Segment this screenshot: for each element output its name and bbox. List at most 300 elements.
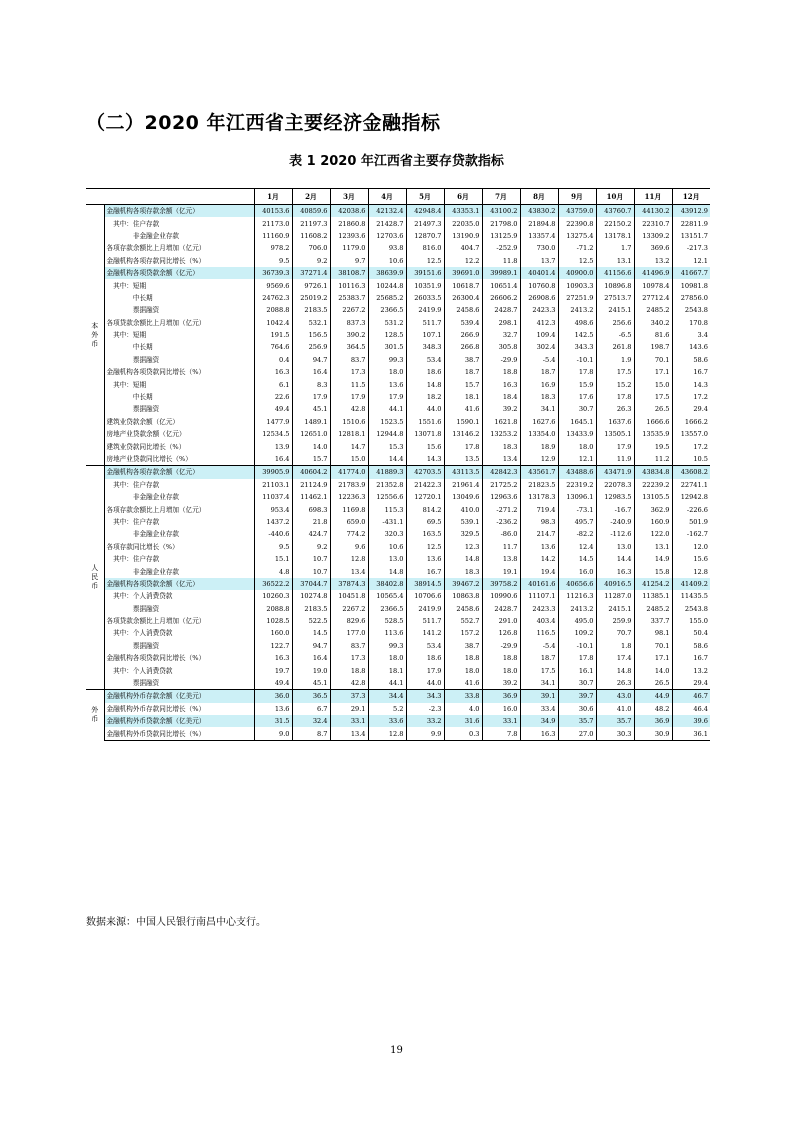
value-cell: 0.3 [444,727,482,740]
value-cell: 2267.2 [330,304,368,316]
value-cell: 337.7 [634,615,672,627]
value-cell: 22319.2 [558,479,596,491]
row-label: 金融机构外币存款余额（亿美元） [104,690,254,703]
value-cell: 11462.1 [292,491,330,503]
value-cell: 39.7 [558,690,596,703]
value-cell: 11385.1 [634,590,672,602]
value-cell: -240.9 [596,516,634,528]
value-cell: 163.5 [406,528,444,540]
value-cell: 13535.9 [634,428,672,440]
value-cell: 94.7 [292,354,330,366]
value-cell: 412.3 [520,317,558,329]
value-cell: 16.3 [482,378,520,390]
table-row [86,590,710,602]
value-cell: 17.5 [634,391,672,403]
value-cell: 978.2 [254,242,292,254]
value-cell: 1666.2 [672,416,710,428]
value-cell: 15.7 [292,453,330,466]
value-cell: 13309.2 [634,230,672,242]
value-cell: 26908.6 [520,292,558,304]
value-cell: 35.7 [596,715,634,727]
value-cell: 109.4 [520,329,558,341]
value-cell: 40604.2 [292,466,330,479]
row-label: 其中：住户存款 [104,553,254,565]
value-cell: 348.3 [406,341,444,353]
value-cell: 12651.0 [292,428,330,440]
value-cell: 329.5 [444,528,482,540]
value-cell: 16.3 [254,652,292,664]
value-cell: 6.7 [292,703,330,715]
value-cell: 12.4 [558,541,596,553]
table-row [86,267,710,279]
value-cell: 34.1 [520,403,558,415]
value-cell: 10451.8 [330,590,368,602]
row-label: 其中：个人消费贷款 [104,590,254,602]
table-row [86,615,710,627]
value-cell: 816.0 [406,242,444,254]
value-cell: 16.4 [292,366,330,378]
table-row [86,578,710,590]
value-cell: 43830.2 [520,205,558,218]
table-row [86,603,710,615]
value-cell: 17.6 [558,391,596,403]
value-cell: 70.7 [596,627,634,639]
value-cell: 122.0 [634,528,672,540]
value-cell: 53.4 [406,354,444,366]
value-cell: 1510.6 [330,416,368,428]
month-header-row [86,189,710,205]
value-cell: 21894.8 [520,217,558,229]
value-cell: 17.3 [330,366,368,378]
value-cell: 9.2 [292,255,330,267]
value-cell: 16.4 [292,652,330,664]
value-cell: 10760.8 [520,279,558,291]
value-cell: 18.1 [368,664,406,676]
value-cell: 18.1 [444,391,482,403]
data-source-note: 数据来源：中国人民银行南昌中心支行。 [86,917,266,928]
value-cell: 126.8 [482,627,520,639]
row-label: 票据融资 [104,677,254,690]
value-cell: 13.1 [596,255,634,267]
value-cell: 17.8 [558,366,596,378]
value-cell: 17.2 [672,391,710,403]
value-cell: 83.7 [330,354,368,366]
row-label: 各项存款余额比上月增加（亿元） [104,242,254,254]
value-cell: 36.5 [292,690,330,703]
value-cell: 18.3 [444,565,482,577]
value-cell: 13354.0 [520,428,558,440]
value-cell: 14.5 [292,627,330,639]
value-cell: 320.3 [368,528,406,540]
value-cell: 25383.7 [330,292,368,304]
value-cell: 16.4 [254,453,292,466]
table-row [86,565,710,577]
table-row [86,664,710,676]
table-row [86,205,710,218]
table-row [86,453,710,466]
value-cell: 764.6 [254,341,292,353]
value-cell: 12963.6 [482,491,520,503]
value-cell: 83.7 [330,640,368,652]
table-row [86,491,710,503]
value-cell: 12.1 [672,255,710,267]
value-cell: 18.9 [520,440,558,452]
month-header: 9月 [558,189,596,205]
value-cell: 14.8 [596,664,634,676]
row-label: 非金融企业存款 [104,230,254,242]
value-cell: 19.1 [482,565,520,577]
value-cell: 2366.5 [368,304,406,316]
value-cell: 16.7 [672,366,710,378]
table-row [86,341,710,353]
value-cell: 36.9 [634,715,672,727]
row-label: 其中：短期 [104,378,254,390]
value-cell: 1621.8 [482,416,520,428]
value-cell: 18.8 [482,366,520,378]
value-cell: 256.6 [596,317,634,329]
value-cell: 10.7 [292,553,330,565]
value-cell: 40859.6 [292,205,330,218]
value-cell: 1666.6 [634,416,672,428]
value-cell: 16.0 [558,565,596,577]
value-cell: 18.6 [406,652,444,664]
value-cell: 22811.9 [672,217,710,229]
table-row [86,354,710,366]
value-cell: 10863.8 [444,590,482,602]
value-cell: 18.7 [520,366,558,378]
value-cell: 266.8 [444,341,482,353]
value-cell: 40656.6 [558,578,596,590]
value-cell: 38.7 [444,354,482,366]
table-row [86,329,710,341]
value-cell: 13.9 [254,440,292,452]
value-cell: 160.9 [634,516,672,528]
value-cell: 21352.8 [368,479,406,491]
value-cell: 11.7 [482,541,520,553]
value-cell: 32.4 [292,715,330,727]
value-cell: 14.9 [634,553,672,565]
value-cell: 22310.7 [634,217,672,229]
currency-group-label: 本 外 币 [86,205,104,466]
value-cell: 44.1 [368,403,406,415]
value-cell: 698.3 [292,503,330,515]
value-cell: 12870.7 [406,230,444,242]
value-cell: 21961.4 [444,479,482,491]
table-row [86,677,710,690]
table-row [86,715,710,727]
value-cell: 22741.1 [672,479,710,491]
value-cell: -10.1 [558,640,596,652]
value-cell: 1.7 [596,242,634,254]
value-cell: 11107.1 [520,590,558,602]
row-label: 建筑业贷款同比增长（%） [104,440,254,452]
value-cell: 58.6 [672,640,710,652]
row-label: 票据融资 [104,603,254,615]
value-cell: -252.9 [482,242,520,254]
value-cell: 13275.4 [558,230,596,242]
value-cell: 27251.9 [558,292,596,304]
value-cell: 39989.1 [482,267,520,279]
row-label: 非金融企业存款 [104,491,254,503]
value-cell: -29.9 [482,640,520,652]
value-cell: 33.6 [368,715,406,727]
value-cell: 19.0 [292,664,330,676]
value-cell: 10274.8 [292,590,330,602]
value-cell: 13505.1 [596,428,634,440]
value-cell: 156.5 [292,329,330,341]
month-header: 3月 [330,189,368,205]
value-cell: 99.3 [368,354,406,366]
value-cell: 34.4 [368,690,406,703]
value-cell: 21860.8 [330,217,368,229]
value-cell: 2423.3 [520,603,558,615]
value-cell: 291.0 [482,615,520,627]
value-cell: 14.4 [596,553,634,565]
row-label: 金融机构各项贷款余额（亿元） [104,267,254,279]
row-label: 票据融资 [104,304,254,316]
value-cell: -217.3 [672,242,710,254]
row-label: 金融机构各项贷款余额（亿元） [104,578,254,590]
value-cell: 1489.1 [292,416,330,428]
value-cell: 30.3 [596,727,634,740]
value-cell: 157.2 [444,627,482,639]
value-cell: 2088.8 [254,304,292,316]
value-cell: -5.4 [520,354,558,366]
value-cell: 9.2 [292,541,330,553]
table-row [86,553,710,565]
value-cell: 774.2 [330,528,368,540]
value-cell: 13105.5 [634,491,672,503]
value-cell: 21422.3 [406,479,444,491]
value-cell: 21.8 [292,516,330,528]
value-cell: 2419.9 [406,304,444,316]
value-cell: 305.8 [482,341,520,353]
value-cell: 10.6 [368,255,406,267]
row-label: 金融机构各项贷款同比增长（%） [104,652,254,664]
corner-cell [86,189,254,205]
table-row [86,516,710,528]
value-cell: 9.5 [254,541,292,553]
value-cell: 37.3 [330,690,368,703]
value-cell: 13253.2 [482,428,520,440]
value-cell: 39691.0 [444,267,482,279]
table-row [86,627,710,639]
value-cell: 495.7 [558,516,596,528]
value-cell: 343.3 [558,341,596,353]
value-cell: 34.3 [406,690,444,703]
value-cell: 9.7 [330,255,368,267]
table-row [86,428,710,440]
value-cell: 37874.3 [330,578,368,590]
value-cell: 1169.8 [330,503,368,515]
value-cell: 17.8 [596,391,634,403]
value-cell: 10618.7 [444,279,482,291]
value-cell: 43759.0 [558,205,596,218]
value-cell: 17.5 [596,366,634,378]
value-cell: 46.4 [672,703,710,715]
value-cell: 30.7 [558,403,596,415]
value-cell: 539.4 [444,317,482,329]
value-cell: 11435.5 [672,590,710,602]
value-cell: 10978.4 [634,279,672,291]
value-cell: 177.0 [330,627,368,639]
value-cell: 13.5 [444,453,482,466]
value-cell: 26.5 [634,677,672,690]
value-cell: 214.7 [520,528,558,540]
row-label: 非金融企业存款 [104,565,254,577]
value-cell: 12942.8 [672,491,710,503]
value-cell: 2366.5 [368,603,406,615]
value-cell: 369.6 [634,242,672,254]
value-cell: 16.1 [558,664,596,676]
row-label: 各项贷款余额比上月增加（亿元） [104,615,254,627]
value-cell: 41.6 [444,677,482,690]
value-cell: 43353.1 [444,205,482,218]
value-cell: 511.7 [406,317,444,329]
value-cell: -29.9 [482,354,520,366]
value-cell: 15.3 [368,440,406,452]
value-cell: 2267.2 [330,603,368,615]
value-cell: 10.6 [368,541,406,553]
value-cell: 38402.8 [368,578,406,590]
value-cell: 39.6 [672,715,710,727]
value-cell: 30.7 [558,677,596,690]
row-label: 金融机构外币存款同比增长（%） [104,703,254,715]
value-cell: 340.2 [634,317,672,329]
value-cell: 36739.3 [254,267,292,279]
value-cell: 143.6 [672,341,710,353]
value-cell: 17.9 [330,391,368,403]
value-cell: 14.5 [558,553,596,565]
value-cell: 18.8 [444,652,482,664]
value-cell: 113.6 [368,627,406,639]
value-cell: 13190.9 [444,230,482,242]
table-row [86,640,710,652]
value-cell: 364.5 [330,341,368,353]
value-cell: -236.2 [482,516,520,528]
value-cell: 48.2 [634,703,672,715]
value-cell: 18.6 [406,366,444,378]
value-cell: 12.8 [672,565,710,577]
value-cell: 4.8 [254,565,292,577]
value-cell: 404.7 [444,242,482,254]
table-row [86,541,710,553]
value-cell: 528.5 [368,615,406,627]
table-row [86,217,710,229]
value-cell: 17.2 [672,440,710,452]
value-cell: 12.3 [444,541,482,553]
value-cell: 12.9 [520,453,558,466]
value-cell: 39905.9 [254,466,292,479]
row-label: 金融机构外币贷款余额（亿美元） [104,715,254,727]
month-header: 2月 [292,189,330,205]
value-cell: 38914.5 [406,578,444,590]
value-cell: 37271.4 [292,267,330,279]
value-cell: 1627.6 [520,416,558,428]
table-row [86,479,710,491]
value-cell: 15.0 [330,453,368,466]
value-cell: 43100.2 [482,205,520,218]
value-cell: 11.9 [596,453,634,466]
table-row [86,242,710,254]
value-cell: -82.2 [558,528,596,540]
value-cell: 14.8 [406,378,444,390]
row-label: 其中：住户存款 [104,516,254,528]
value-cell: 22150.2 [596,217,634,229]
value-cell: 18.4 [482,391,520,403]
value-cell: 26300.4 [444,292,482,304]
row-label: 金融机构各项存款余额（亿元） [104,205,254,218]
value-cell: 13557.0 [672,428,710,440]
value-cell: 44130.2 [634,205,672,218]
value-cell: 21173.0 [254,217,292,229]
table-row [86,727,710,740]
value-cell: 41496.9 [634,267,672,279]
page-number: 19 [390,1045,403,1056]
value-cell: 15.8 [634,565,672,577]
table-row [86,466,710,479]
value-cell: 13.0 [368,553,406,565]
value-cell: -112.6 [596,528,634,540]
value-cell: 81.6 [634,329,672,341]
value-cell: 34.9 [520,715,558,727]
value-cell: 18.8 [482,652,520,664]
table-row [86,391,710,403]
value-cell: 36.1 [672,727,710,740]
value-cell: 16.9 [520,378,558,390]
value-cell: 1523.5 [368,416,406,428]
value-cell: 829.6 [330,615,368,627]
value-cell: 21725.2 [482,479,520,491]
value-cell: 16.7 [406,565,444,577]
value-cell: 13178.1 [596,230,634,242]
value-cell: 99.3 [368,640,406,652]
value-cell: 21798.0 [482,217,520,229]
value-cell: 522.5 [292,615,330,627]
value-cell: 2419.9 [406,603,444,615]
value-cell: 94.7 [292,640,330,652]
value-cell: 18.0 [558,440,596,452]
value-cell: 5.2 [368,703,406,715]
value-cell: 12556.6 [368,491,406,503]
value-cell: 15.1 [254,553,292,565]
value-cell: 32.7 [482,329,520,341]
value-cell: 198.7 [634,341,672,353]
value-cell: 266.9 [444,329,482,341]
value-cell: 21428.7 [368,217,406,229]
value-cell: 26606.2 [482,292,520,304]
value-cell: 70.1 [634,640,672,652]
value-cell: 12393.6 [330,230,368,242]
value-cell: 43912.9 [672,205,710,218]
value-cell: 141.2 [406,627,444,639]
value-cell: 17.9 [368,391,406,403]
value-cell: 13.0 [596,541,634,553]
value-cell: 116.5 [520,627,558,639]
value-cell: 29.4 [672,677,710,690]
value-cell: 13049.6 [444,491,482,503]
value-cell: 12.2 [444,255,482,267]
value-cell: 12818.1 [330,428,368,440]
value-cell: 41889.3 [368,466,406,479]
value-cell: 17.8 [558,652,596,664]
value-cell: 659.0 [330,516,368,528]
value-cell: 13433.9 [558,428,596,440]
value-cell: 49.4 [254,403,292,415]
value-cell: 14.0 [634,664,672,676]
value-cell: 128.5 [368,329,406,341]
value-cell: 13125.9 [482,230,520,242]
